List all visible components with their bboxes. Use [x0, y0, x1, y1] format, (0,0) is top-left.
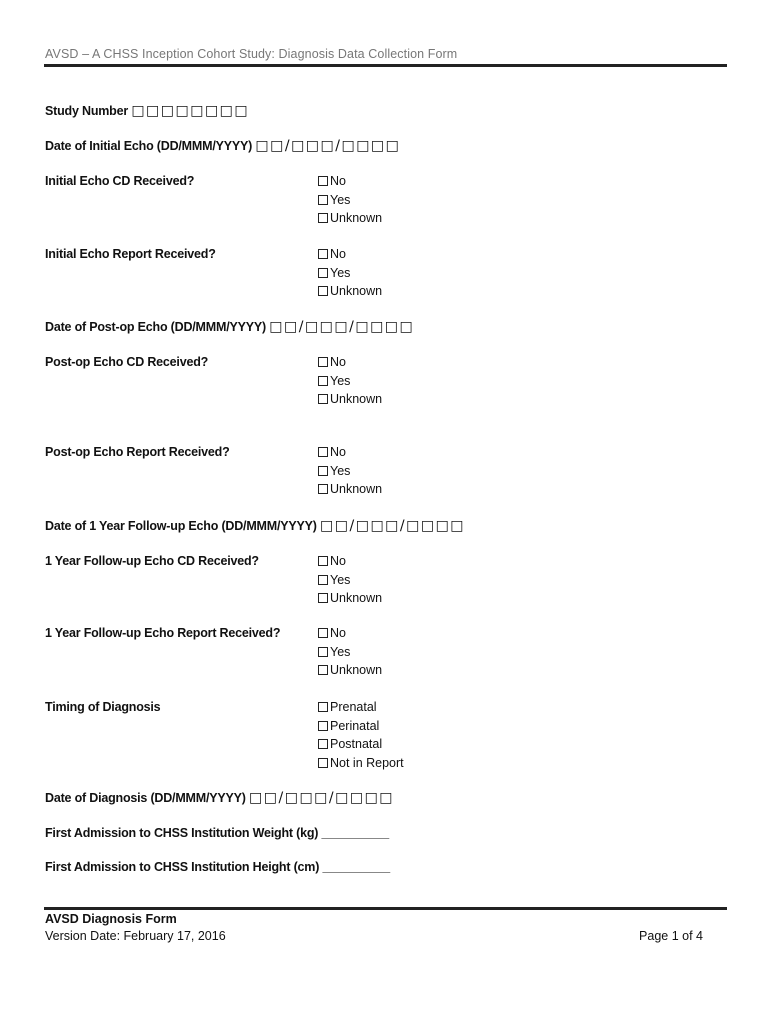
checkbox[interactable] [318, 739, 328, 749]
option-unknown[interactable]: Unknown [318, 282, 382, 301]
postop-echo-cd-options [318, 353, 382, 409]
initial-echo-date-boxes[interactable]: □□/□□□/□□□□ [255, 138, 401, 154]
admission-weight-blank[interactable]: __________ [321, 826, 390, 840]
form-header-title: AVSD – A CHSS Inception Cohort Study: Diagnosis Data Collection Form [45, 47, 458, 61]
admission-height-field [45, 860, 390, 874]
checkbox[interactable] [318, 176, 328, 186]
option-postnatal[interactable]: Postnatal [318, 735, 404, 754]
checkbox[interactable] [318, 286, 328, 296]
option-perinatal[interactable]: Perinatal [318, 717, 404, 736]
footer-form-name: AVSD Diagnosis Form [45, 912, 177, 926]
postop-echo-date-boxes[interactable]: □□/□□□/□□□□ [269, 319, 415, 335]
checkbox[interactable] [318, 575, 328, 585]
checkbox[interactable] [318, 758, 328, 768]
checkbox[interactable] [318, 647, 328, 657]
option-no[interactable]: No [318, 443, 382, 462]
option-yes[interactable]: Yes [318, 462, 382, 481]
option-not-in-report[interactable]: Not in Report [318, 754, 404, 773]
checkbox[interactable] [318, 593, 328, 603]
checkbox[interactable] [318, 484, 328, 494]
checkbox[interactable] [318, 394, 328, 404]
postop-echo-date-field [45, 319, 414, 335]
option-no[interactable]: No [318, 624, 382, 643]
option-unknown[interactable]: Unknown [318, 209, 382, 228]
option-unknown[interactable]: Unknown [318, 589, 382, 608]
admission-weight-field [45, 826, 389, 840]
diagnosis-date-label: Date of Diagnosis (DD/MMM/YYYY) [45, 791, 246, 805]
footer-divider [44, 907, 727, 910]
header-divider [44, 64, 727, 67]
checkbox[interactable] [318, 447, 328, 457]
option-yes[interactable]: Yes [318, 571, 382, 590]
checkbox[interactable] [318, 249, 328, 259]
checkbox[interactable] [318, 721, 328, 731]
followup-echo-cd-options [318, 552, 382, 608]
study-number-boxes[interactable]: □□□□□□□□ [131, 103, 250, 119]
followup-echo-report-label: 1 Year Follow-up Echo Report Received? [45, 626, 281, 640]
followup-echo-date-field [45, 518, 465, 534]
diagnosis-date-boxes[interactable]: □□/□□□/□□□□ [249, 790, 395, 806]
study-number-label: Study Number [45, 104, 129, 118]
option-unknown[interactable]: Unknown [318, 661, 382, 680]
option-prenatal[interactable]: Prenatal [318, 698, 404, 717]
postop-echo-date-label: Date of Post-op Echo (DD/MMM/YYYY) [45, 320, 266, 334]
admission-height-blank[interactable]: __________ [322, 860, 390, 874]
checkbox[interactable] [318, 376, 328, 386]
timing-of-diagnosis-options [318, 698, 404, 772]
option-yes[interactable]: Yes [318, 643, 382, 662]
initial-echo-report-options [318, 245, 382, 301]
study-number-field [45, 103, 249, 119]
initial-echo-date-field [45, 138, 400, 154]
timing-of-diagnosis-label: Timing of Diagnosis [45, 700, 161, 714]
followup-echo-date-label: Date of 1 Year Follow-up Echo (DD/MMM/YYYY) [45, 519, 317, 533]
admission-height-label: First Admission to CHSS Institution Height (cm) [45, 860, 320, 874]
checkbox[interactable] [318, 556, 328, 566]
checkbox[interactable] [318, 665, 328, 675]
footer-version-date: Version Date: February 17, 2016 [45, 929, 226, 943]
initial-echo-report-label: Initial Echo Report Received? [45, 247, 216, 261]
checkbox[interactable] [318, 195, 328, 205]
option-no[interactable]: No [318, 552, 382, 571]
initial-echo-date-label: Date of Initial Echo (DD/MMM/YYYY) [45, 139, 253, 153]
admission-weight-label: First Admission to CHSS Institution Weight (kg) [45, 826, 319, 840]
postop-echo-report-options [318, 443, 382, 499]
checkbox[interactable] [318, 628, 328, 638]
followup-echo-report-options [318, 624, 382, 680]
option-yes[interactable]: Yes [318, 264, 382, 283]
checkbox[interactable] [318, 213, 328, 223]
option-unknown[interactable]: Unknown [318, 480, 382, 499]
followup-echo-cd-label: 1 Year Follow-up Echo CD Received? [45, 554, 259, 568]
initial-echo-cd-options [318, 172, 382, 228]
checkbox[interactable] [318, 466, 328, 476]
option-no[interactable]: No [318, 245, 382, 264]
option-no[interactable]: No [318, 353, 382, 372]
option-unknown[interactable]: Unknown [318, 390, 382, 409]
diagnosis-date-field [45, 790, 394, 806]
postop-echo-cd-label: Post-op Echo CD Received? [45, 355, 209, 369]
option-yes[interactable]: Yes [318, 372, 382, 391]
checkbox[interactable] [318, 268, 328, 278]
option-no[interactable]: No [318, 172, 382, 191]
postop-echo-report-label: Post-op Echo Report Received? [45, 445, 230, 459]
followup-echo-date-boxes[interactable]: □□/□□□/□□□□ [320, 518, 466, 534]
initial-echo-cd-label: Initial Echo CD Received? [45, 174, 195, 188]
option-yes[interactable]: Yes [318, 191, 382, 210]
checkbox[interactable] [318, 702, 328, 712]
footer-page-number: Page 1 of 4 [639, 929, 703, 943]
checkbox[interactable] [318, 357, 328, 367]
